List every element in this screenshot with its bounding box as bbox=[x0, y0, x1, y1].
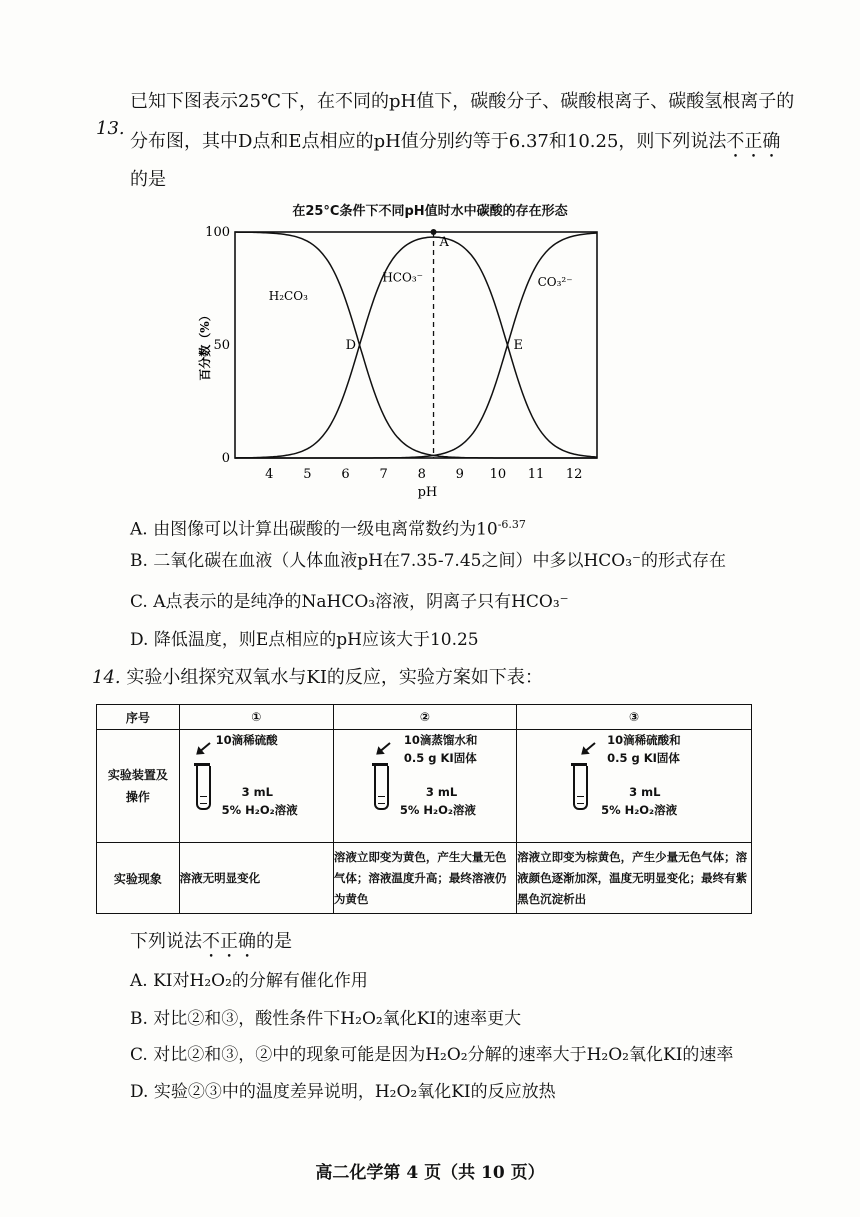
setup-2-solution: 5% H₂O₂溶液 bbox=[399, 803, 476, 817]
question-14-prompt-a: 下列说法 bbox=[130, 931, 202, 952]
question-14-emphasis-not-correct: 不正确 bbox=[202, 931, 256, 952]
question-13-emphasis-not-correct: 不正确 bbox=[726, 131, 781, 152]
x-tick-label: 10 bbox=[489, 467, 507, 482]
header-exp-1: ① bbox=[179, 705, 333, 730]
chart-title: 在25°C条件下不同pH值时水中碳酸的存在形态 bbox=[292, 204, 568, 219]
point-label-d: D bbox=[345, 338, 357, 353]
question-13-option-a bbox=[130, 513, 526, 542]
setup-2-addition-line-2: 0.5 g KI固体 bbox=[403, 751, 477, 765]
row-label-observations: 实验现象 bbox=[97, 843, 180, 914]
carbonate-distribution-chart bbox=[195, 220, 635, 505]
question-14-option-a: A. KI对H₂O₂的分解有催化作用 bbox=[130, 971, 368, 991]
x-tick-label: 7 bbox=[379, 467, 388, 482]
header-index: 序号 bbox=[97, 705, 180, 730]
x-tick-label: 6 bbox=[341, 467, 350, 482]
point-label-e: E bbox=[513, 338, 523, 353]
table-header-row bbox=[97, 705, 752, 730]
question-13-stem-line-2 bbox=[130, 130, 780, 162]
setup-3-addition-line-2: 0.5 g KI固体 bbox=[607, 751, 680, 765]
setup-cell-3 bbox=[517, 730, 752, 843]
question-14-stem bbox=[92, 666, 543, 690]
dropper-arrow-icon bbox=[582, 742, 596, 754]
test-tube-icon bbox=[374, 766, 389, 810]
y-axis-label: 百分数（%） bbox=[198, 309, 212, 381]
series-label: HCO₃⁻ bbox=[382, 270, 423, 285]
option-a-text: A. 由图像可以计算出碳酸的一级电离常数约为10 bbox=[130, 519, 498, 540]
dropper-arrow-icon bbox=[377, 742, 391, 754]
test-tube-icon bbox=[573, 766, 588, 810]
setup-1-addition: 10滴稀硫酸 bbox=[215, 733, 278, 747]
setup-3-solution: 5% H₂O₂溶液 bbox=[601, 803, 678, 817]
question-13-stem-text: 分布图，其中D点和E点相应的pH值分别约等于6.37和10.25，则下列说法 bbox=[130, 131, 727, 152]
series-h2co3-curve bbox=[235, 232, 597, 458]
question-14-option-d: D. 实验②③中的温度差异说明，H₂O₂氧化KI的反应放热 bbox=[130, 1082, 556, 1102]
question-14-option-c: C. 对比②和③，②中的现象可能是因为H₂O₂分解的速率大于H₂O₂氧化KI的速率 bbox=[130, 1045, 734, 1065]
x-axis-label: pH bbox=[417, 485, 438, 500]
series-co3-curve bbox=[235, 233, 597, 458]
question-13-stem-line-1: 已知下图表示25℃下，在不同的pH值下，碳酸分子、碳酸根离子、碳酸氢根离子的 bbox=[130, 91, 795, 112]
test-tube-icon bbox=[196, 766, 211, 810]
setup-3-volume: 3 mL bbox=[629, 785, 661, 799]
setup-2-addition-line-1: 10滴蒸馏水和 bbox=[403, 733, 478, 747]
observation-1: 溶液无明显变化 bbox=[179, 843, 333, 914]
y-tick-label: 100 bbox=[205, 225, 230, 240]
point-label-a: A bbox=[439, 235, 449, 250]
setup-cell-2 bbox=[333, 730, 516, 843]
question-14-option-b: B. 对比②和③，酸性条件下H₂O₂氧化KI的速率更大 bbox=[130, 1009, 522, 1029]
dropper-arrow-icon bbox=[197, 742, 211, 754]
setup-3-addition-line-1: 10滴稀硫酸和 bbox=[607, 733, 681, 747]
x-tick-label: 9 bbox=[455, 467, 464, 482]
x-tick-label: 5 bbox=[303, 467, 312, 482]
page-footer: 高二化学第 4 页（共 10 页） bbox=[315, 1163, 545, 1183]
plot-frame bbox=[235, 232, 597, 458]
x-tick-label: 4 bbox=[265, 467, 274, 482]
y-tick-label: 0 bbox=[221, 451, 230, 466]
header-exp-2: ② bbox=[333, 705, 516, 730]
question-13-option-b: B. 二氧化碳在血液（人体血液pH在7.35-7.45之间）中多以HCO₃⁻的形式存在 bbox=[130, 551, 727, 571]
question-14-number: 14. bbox=[92, 667, 121, 688]
header-exp-3: ③ bbox=[517, 705, 752, 730]
observation-2: 溶液立即变为黄色，产生大量无色气体；溶液温度升高；最终溶液仍为黄色 bbox=[333, 843, 516, 914]
setup-2-volume: 3 mL bbox=[425, 785, 458, 799]
table-row-observations bbox=[97, 843, 752, 914]
series-label: H₂CO₃ bbox=[268, 288, 308, 303]
observation-3: 溶液立即变为棕黄色，产生少量无色气体；溶液颜色逐渐加深，温度无明显变化；最终有紫黑色沉淀析出 bbox=[517, 843, 752, 914]
question-14-prompt bbox=[130, 930, 292, 962]
question-14-prompt-c: 的是 bbox=[256, 931, 292, 952]
row-label-setup bbox=[97, 730, 180, 843]
question-13-option-d: D. 降低温度，则E点相应的pH应该大于10.25 bbox=[130, 630, 479, 650]
question-13-stem-line-3: 的是 bbox=[130, 169, 166, 190]
question-13-number: 13. bbox=[96, 118, 125, 139]
x-tick-label: 12 bbox=[565, 467, 583, 482]
question-14-stem-text: 实验小组探究双氧水与KI的反应，实验方案如下表： bbox=[126, 667, 543, 688]
x-tick-label: 11 bbox=[527, 467, 545, 482]
row-label-setup-line-2: 操作 bbox=[125, 790, 150, 804]
setup-1-solution: 5% H₂O₂溶液 bbox=[221, 803, 298, 817]
setup-cell-1 bbox=[179, 730, 333, 843]
series-label: CO₃²⁻ bbox=[537, 275, 573, 290]
x-tick-label: 8 bbox=[417, 467, 426, 482]
y-tick-label: 50 bbox=[213, 338, 230, 353]
setup-1-volume: 3 mL bbox=[241, 785, 273, 799]
option-a-exponent: -6.37 bbox=[497, 518, 526, 531]
question-13-option-c: C. A点表示的是纯净的NaHCO₃溶液，阴离子只有HCO₃⁻ bbox=[130, 592, 569, 612]
row-label-setup-line-1: 实验装置及 bbox=[107, 768, 168, 782]
experiment-table bbox=[96, 704, 752, 914]
point-a-marker bbox=[431, 229, 437, 235]
table-row-setup bbox=[97, 730, 752, 843]
